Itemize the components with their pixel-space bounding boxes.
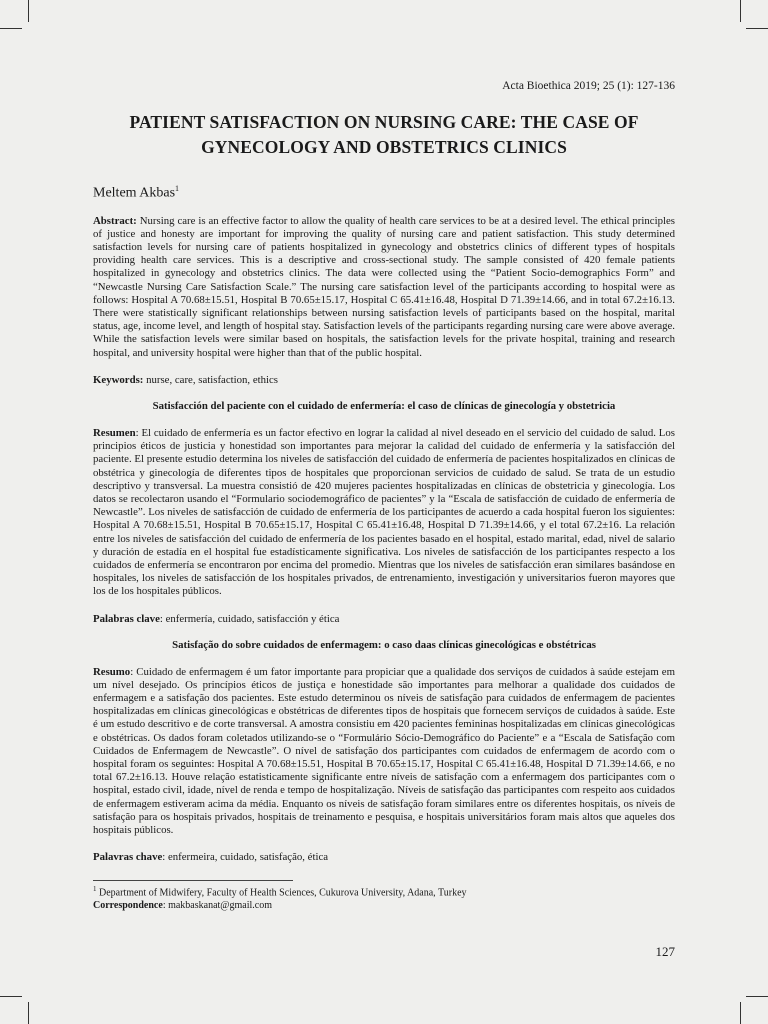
palavras-chave-label: Palavras chave [93,851,163,864]
crop-mark [0,28,22,29]
keywords-english [93,374,675,386]
author-line [93,184,675,202]
abstract-portuguese [93,666,675,838]
affiliation-mark: 1 [175,184,180,193]
author-name: Meltem Akbas [93,185,176,201]
article-title: PATIENT SATISFACTION ON NURSING CARE: THE CASE OF GYNECOLOGY AND OBSTETRICS CLINICS [129,112,639,157]
correspondence-email: : makbaskanat@gmail.com [162,900,272,912]
footnotes [93,883,675,912]
correspondence-footnote [93,899,675,912]
crop-mark [28,0,29,22]
footnote-rule [93,880,293,881]
footnote-mark: 1 [93,885,97,893]
resumen-label: Resumen [93,426,136,439]
page-number: 127 [655,944,675,959]
resumo-text: : Cuidado de enfermagem é um fator importante para propiciar que a qualidade dos serviços de cuidados à saúde estejam em um nível desejado. Os princípios éticos de justiça e honestidade são importantes para melhorar a qualidade dos cuidados de enfermagem e a satisfação dos pacientes. Este estudo determinou os níveis de satisfação para cuidados de enfermagem de pacientes hospitalizadas em clínicas ginecológicas e obstétricas de diferentes tipos de hospitais que fornecem serviços de cuidados à saúde. Este é um estudo descritivo e de corte transversal. A amostra consistiu em 420 pacientes femininas hospitalizadas em clínicas ginecológicas e obstétricas. Os dados foram coletados utilizando-se o “Formulário Sócio-Demográfico do Paciente” e a “Escala de Satisfação com Cuidados de Enfermagem de Newcastle”. O nível de satisfação dos participantes com cuidados de enfermagem de acordo com o hospital foram os seguintes: Hospital A 70.68±15.51, Hospital B 70.65±15.17, Hospital C 65.41±16.48, Hospital D 71.39±14.66, e no total 67.2±16.13. Houve relação estatisticamente significante entre níveis de satisfação com a enfermagem dos participantes com o hospital, estado civil, idade, nível de renda e tempo de hospitalização. Níveis de satisfação das participantes com respeito aos cuidados de enfermagem estiveram acima da média. Enquanto os níveis de satisfação foram similares entre os diferentes hospitais, os níveis de satisfação para os hospitais privados, hospitais de treinamento e pesquisa, e hospitais universitários foram mais altos que aqueles dos hospitais públicos. [93,665,675,836]
abstract-text: Nursing care is an effective factor to allow the quality of health care services to be at a desired level. The ethical principles of justice and honesty are important for improving the quality of nursing care and patient satisfaction. This study determined satisfaction levels for nursing care of patients hospitalized in gynecology and obstetrics clinics of different types of hospitals providing health care services. This is a descriptive and cross-sectional study. The sample consisted of 420 female patients hospitalized in gynecology and obstetrics clinics. The data were collected using the “Patient Socio-demographics Form” and “Newcastle Nursing Care Satisfaction Scale.” The nursing care satisfaction level of the participants according to hospital were as follows: Hospital A 70.68±15.51, Hospital B 70.65±15.17, Hospital C 65.41±16.48, Hospital D 71.39±14.66, and in total 67.2±16.13. There were statistically significant relationships between nursing satisfaction levels of participants based on the hospital, marital status, age, income level, and length of hospital stay. Satisfaction levels of the participants regarding nursing care were above average. While the satisfaction levels were similar based on hospitals, the satisfaction levels for the private hospital, training and research hospital, and university hospital were higher than that of the public hospital. [93,214,675,359]
portuguese-title: Satisfação do sobre cuidados de enfermagem: o caso daas clínicas ginecológicas e obstétricas [172,638,596,651]
palabras-clave-label: Palabras clave [93,612,160,625]
crop-mark [746,28,768,29]
crop-mark [740,1002,741,1024]
crop-mark [740,0,741,22]
keywords-spanish [93,613,675,625]
affiliation-footnote [93,883,675,899]
crop-mark [28,1002,29,1024]
palavras-chave-text: : enfermeira, cuidado, satisfação, ética [162,851,329,864]
article-content [93,80,675,877]
abstract-label: Abstract: [93,214,137,227]
palabras-clave-text: : enfermería, cuidado, satisfacción y ética [159,612,340,625]
crop-mark [0,996,22,997]
abstract-spanish [93,427,675,599]
keywords-label: Keywords: [93,373,144,386]
crop-mark [746,996,768,997]
keywords-text: nurse, care, satisfaction, ethics [143,373,278,386]
resumen-text: : El cuidado de enfermería es un factor efectivo en lograr la calidad al nivel deseado en el servicio del cuidado de salud. Los principios éticos de justicia y honestidad son importantes para mejorar la calidad del cuidado de enfermería y la satisfacción del paciente. El presente estudio determina los niveles de satisfacción del cuidado de enfermería de pacientes hospitalizados en clínicas de obstétrica y ginecología de diferentes tipos de hospitales que proporcionan servicios de cuidado de salud. Se trata de un estudio descriptivo y transversal. La muestra consistió de 420 mujeres pacientes hospitalizadas en clínicas de obstetricia y ginecología. Los datos se recolectaron usando el “Formulario sociodemográfico de pacientes” y la “Escala de satisfacción de cuidado de enfermería de Newcastle”. Los niveles de satisfacción de cuidado de enfermería de los participantes de acuerdo a cada hospital fueron los siguientes: Hospital A 70.68±15.51, Hospital B 70.65±15.17, Hospital C 65.41±16.48, Hospital D 71.39±14.66, y el total 67.2±16. La relación entre los niveles de satisfacción del cuidado de enfermería de los pacientes basado en el hospital, estado marital, edad, nivel de salario y duración de estadía en el hospital fue estadísticamente significativa. Los niveles de satisfacción de los participantes respecto a los cuidados de enfermería se encontraron por encima del promedio. Mientras que los niveles de satisfacción eran similares basándose en hospitales, los niveles de satisfacción de los hospitales privados, de entrenamiento, investigación y universitarios fueron mayores que los de los hospitales públicos. [93,426,675,598]
journal-reference: Acta Bioethica 2019; 25 (1): 127-136 [502,80,675,92]
spanish-title: Satisfacción del paciente con el cuidado de enfermería: el caso de clínicas de ginecología y obstetricia [152,399,616,412]
resumo-label: Resumo [93,665,131,678]
abstract-english [93,215,675,360]
affiliation-text: Department of Midwifery, Faculty of Health Sciences, Cukurova University, Adana, Turkey [96,887,467,899]
keywords-portuguese [93,851,675,863]
correspondence-label: Correspondence [93,900,163,912]
